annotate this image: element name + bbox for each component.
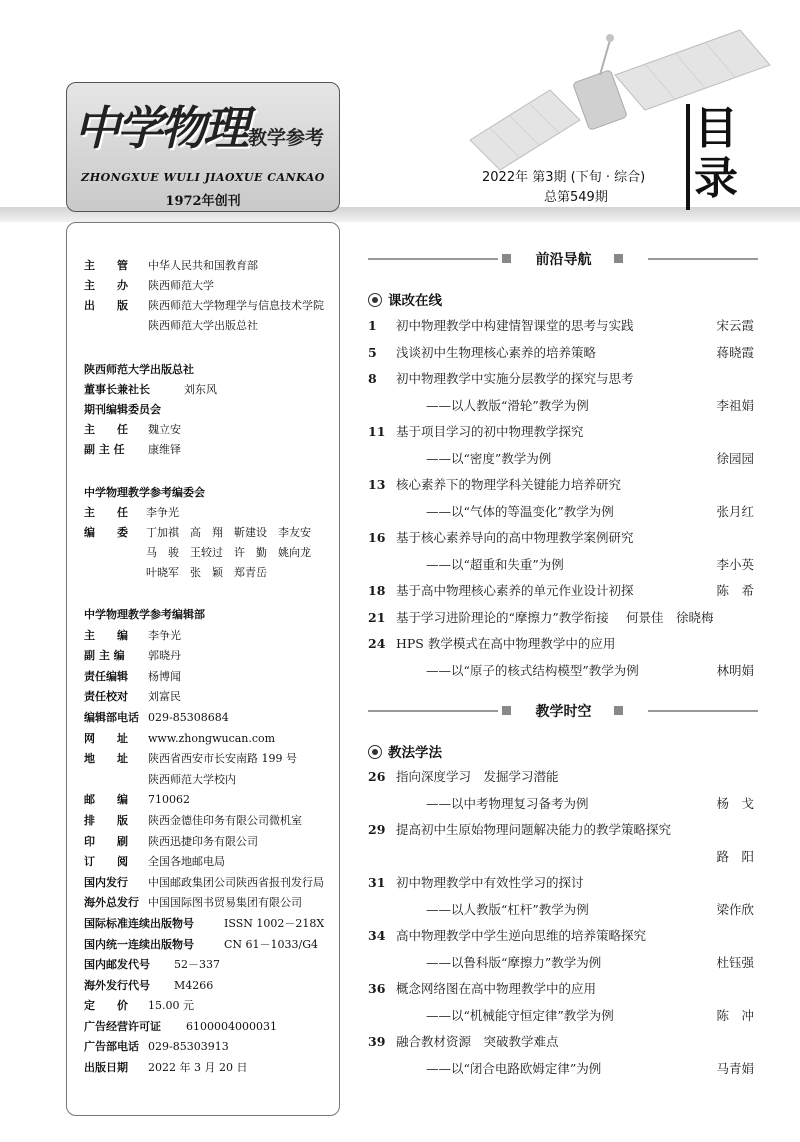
- contents-title: 目录: [694, 103, 738, 204]
- issue-number: 2022年 第3期 (下旬 · 综合): [482, 170, 646, 185]
- journal-logo: [74, 92, 344, 158]
- section-header-teaching: 教学时空: [368, 701, 758, 721]
- logo-subtitle: 教学参考: [248, 127, 325, 149]
- toc-entry[interactable]: 26 指向深度学习 发掘学习潜能: [368, 769, 559, 784]
- toc-entry[interactable]: 1 初中物理教学中构建情智课堂的思考与实践 宋云霞: [368, 318, 754, 333]
- toc-entry[interactable]: 31 初中物理教学中有效性学习的探讨: [368, 875, 584, 890]
- bullet-icon: [368, 293, 382, 307]
- total-issue: 总第549期: [544, 190, 608, 205]
- column-header-methods: 教法学法: [368, 741, 442, 761]
- toc-entry[interactable]: 16 基于核心素养导向的高中物理教学案例研究: [368, 530, 634, 545]
- toc-entry[interactable]: 8 初中物理教学中实施分层教学的探究与思考: [368, 371, 634, 386]
- contents-bar: [686, 104, 690, 210]
- toc-entry[interactable]: 11 基于项目学习的初中物理教学探究: [368, 424, 584, 439]
- toc-entry[interactable]: 21 基于学习进阶理论的“摩擦力”教学衔接 何景佳 徐晓梅: [368, 609, 714, 625]
- toc-entry-sub[interactable]: ——以鲁科版“摩擦力”教学为例 杜钰强: [426, 954, 754, 970]
- toc-entry[interactable]: 39 融合教材资源 突破教学难点: [368, 1034, 559, 1049]
- masthead-editorial-dept: 中学物理教学参考编辑部 主 编 李争光 副 主 编 郭晓丹 责任编辑 杨博闻 责任校对 刘富民 编辑部电话 029-85308684 网 址 www.zhongwucan.com 地 址 陕西省西安市长安南路 199 号 陕西师范大学校内 邮 编 710062 排 版 陕西金德佳印务有限公司微机室 印 刷 陕西迅捷印务有限公司 订 阅 全国各地邮电局 国内发行 中国邮政集团公司陕西省报刊发行局 海外总发行 中国国际图书贸易集团有限公司 国际标准连续出版物号 ISSN 1002－218X 国内统一连续出版物号 CN 61－1033/G4 国内邮发代号 52－337 海外发行代号 M4266 定 价 15.00 元 广告经营许可证 6100004000031 广告部电话 029-85303913 出版日期 2022 年 3 月 20 日: [84, 608, 325, 1075]
- toc-entry-sub[interactable]: ——以“超重和失重”为例 李小英: [426, 556, 754, 572]
- bullet-icon: [368, 745, 382, 759]
- logo-pinyin: ZHONGXUE WULI JIAOXUE CANKAO: [81, 171, 325, 184]
- toc-column1: [368, 313, 760, 684]
- toc-entry-sub[interactable]: ——以人教版“杠杆”教学为例 梁作欣: [426, 901, 754, 917]
- toc-entry-sub[interactable]: ——以“原子的核式结构模型”教学为例 林明娟: [426, 662, 754, 678]
- logo-chinese: 中学物理: [74, 101, 246, 155]
- toc-entry-sub[interactable]: ——以“气体的等温变化”教学为例 张月红: [426, 503, 754, 519]
- toc-entry-sub[interactable]: ——以人教版“滑轮”教学为例 李祖娟: [426, 397, 754, 413]
- toc-entry-sub[interactable]: 路 阳: [716, 848, 754, 864]
- masthead-editorial-board: 中学物理教学参考编委会 主 任 李争光 编 委 丁加祺 高 翔 靳建设 李友安 马 骏 王较过 许 勤 姚向龙 叶晓军 张 颖 郑青岳: [84, 486, 311, 579]
- toc-entry[interactable]: 36 概念网络图在高中物理教学中的应用: [368, 981, 597, 996]
- masthead-press: 陕西师范大学出版总社 董事长兼社长 刘东风 期刊编辑委员会 主 任 魏立安 副 主 任 康维铎: [84, 363, 217, 456]
- toc-entry-sub[interactable]: ——以中考物理复习备考为例 杨 戈: [426, 795, 754, 811]
- founded-year: 1972年创刊: [165, 194, 241, 209]
- toc-entry-sub[interactable]: ——以“密度”教学为例 徐园园: [426, 450, 754, 466]
- toc-entry[interactable]: 24 HPS 教学模式在高中物理教学中的应用: [368, 636, 616, 651]
- toc-column2: [368, 764, 760, 1082]
- toc-entry[interactable]: 34 高中物理教学中学生逆向思维的培养策略探究: [368, 928, 647, 943]
- toc-entry-sub[interactable]: ——以“闭合电路欧姆定律”为例 马青娟: [426, 1060, 754, 1076]
- section-header-frontier: 前沿导航: [368, 249, 758, 269]
- toc-entry[interactable]: 13 核心素养下的物理学科关键能力培养研究: [368, 477, 622, 492]
- masthead-publisher: 主 管 中华人民共和国教育部 主 办 陕西师范大学 出 版 陕西师范大学物理学与信息技术学院 陕西师范大学出版总社: [84, 259, 324, 332]
- toc-entry[interactable]: 5 浅谈初中生物理核心素养的培养策略 蒋晓霞: [368, 344, 754, 360]
- toc-entry-sub[interactable]: ——以“机械能守恒定律”教学为例 陈 冲: [426, 1007, 754, 1023]
- column-header-reform: 课改在线: [368, 289, 442, 309]
- toc-entry[interactable]: 18 基于高中物理核心素养的单元作业设计初探 陈 希: [368, 583, 754, 598]
- toc-entry[interactable]: 29 提高初中生原始物理问题解决能力的教学策略探究: [368, 822, 672, 837]
